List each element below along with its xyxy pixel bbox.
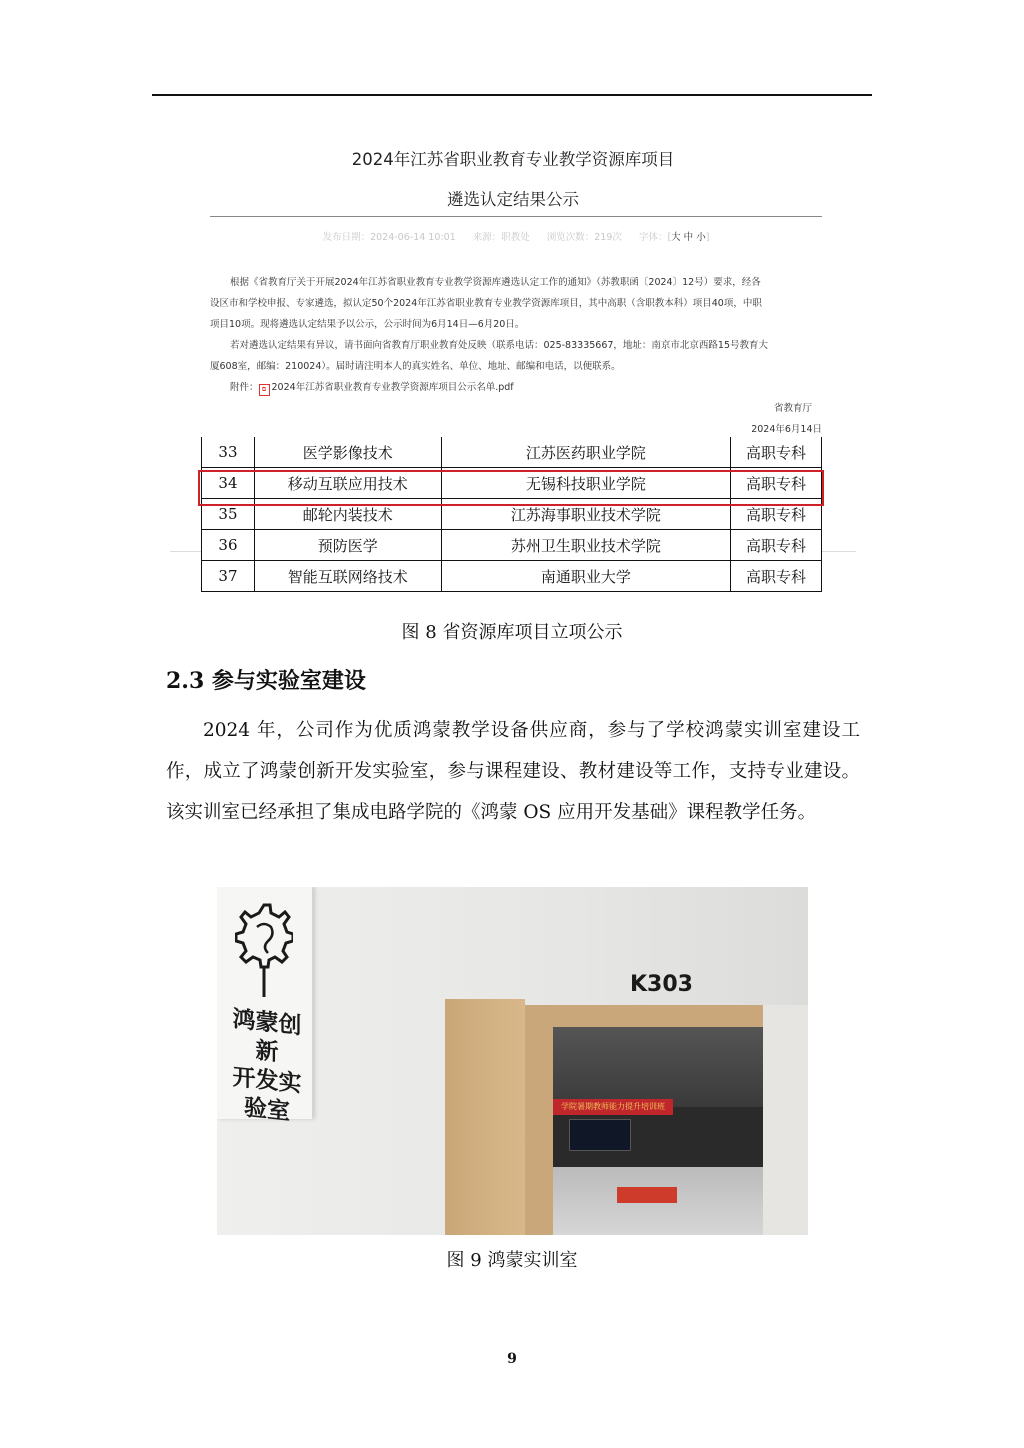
open-door xyxy=(445,999,525,1235)
table-cell: 37 xyxy=(202,561,255,592)
project-table xyxy=(201,437,822,592)
table-cell: 移动互联应用技术 xyxy=(254,468,441,499)
room-number: K303 xyxy=(630,972,693,997)
table-cell: 高职专科 xyxy=(731,437,822,468)
notice-source: 来源：职教处 xyxy=(472,232,530,243)
font-size-options[interactable]: 大 中 小 xyxy=(671,232,706,243)
equipment-boxes xyxy=(617,1187,677,1203)
notice-title-rule xyxy=(210,216,822,217)
font-size-control[interactable] xyxy=(639,232,709,243)
table-cell: 江苏医药职业学院 xyxy=(441,437,731,468)
table-cell: 邮轮内装技术 xyxy=(254,499,441,530)
table-row xyxy=(202,561,822,592)
notice-date: 发布日期：2024-06-14 10:01 xyxy=(322,232,456,243)
room-ceiling xyxy=(553,1027,763,1107)
table-cell: 医学影像技术 xyxy=(254,437,441,468)
figure-8-caption: 图 8 省资源库项目立项公示 xyxy=(401,622,623,643)
highlight-box xyxy=(198,470,824,506)
notice-body-line: 厦608室，邮编：210024）。届时请注明本人的真实姓名、单位、地址、邮编和电话，以便联系。 xyxy=(210,361,621,372)
page-number: 9 xyxy=(507,1351,517,1367)
notice-title-line1: 2024年江苏省职业教育专业教学资源库项目 xyxy=(351,150,675,169)
notice-body-line: 若对遴选认定结果有异议，请书面向省教育厅职业教育处反映（联系电话：025-83335667，地址：南京市北京西路15号教育大 xyxy=(230,340,769,351)
table-row xyxy=(202,530,822,561)
table-cell: 高职专科 xyxy=(731,468,822,499)
table-cell: 33 xyxy=(202,437,255,468)
section-heading: 2.3 参与实验室建设 xyxy=(166,668,366,694)
lab-sign xyxy=(217,887,313,1126)
notice-issue-date: 2024年6月14日 xyxy=(751,424,822,435)
training-banner: 学院暑期教师能力提升培训班 xyxy=(553,1099,673,1115)
sign-line-1: 鸿蒙创新 xyxy=(232,1006,302,1067)
table-cell: 35 xyxy=(202,499,255,530)
table-cell: 34 xyxy=(202,468,255,499)
lab-sign-text xyxy=(222,1004,312,1129)
notice-title-line2: 遴选认定结果公示 xyxy=(447,190,579,209)
figure-9-caption: 图 9 鸿蒙实训室 xyxy=(446,1250,578,1271)
table-cell: 36 xyxy=(202,530,255,561)
notice-body-line: 根据《省教育厅关于开展2024年江苏省职业教育专业教学资源库遴选认定工作的通知》（苏教职函〔2024〕12号）要求，经各 xyxy=(230,277,761,288)
table-cell: 苏州卫生职业技术学院 xyxy=(441,530,731,561)
notice-body-line: 设区市和学校申报、专家遴选，拟认定50个2024年江苏省职业教育专业教学资源库项目，其中高职（含职教本科）项目40项，中职 xyxy=(210,298,762,309)
notice-body-line: 项目10项。现将遴选认定结果予以公示，公示时间为6月14日—6月20日。 xyxy=(210,319,525,330)
font-label: 字体：[ xyxy=(638,232,672,243)
attachment-label: 附件： xyxy=(230,382,259,393)
notice-attachment xyxy=(230,378,830,397)
header-rule xyxy=(152,94,872,96)
display-screen xyxy=(569,1119,631,1151)
paragraph-text: 2024 年，公司作为优质鸿蒙教学设备供应商，参与了学校鸿蒙实训室建设工作，成立了鸿蒙创新开发实验室，参与课程建设、教材建设等工作，支持专业建设。该实训室已经承担了集成电路学院的《鸿蒙 OS 应用开发基础》课程教学任务。 xyxy=(166,720,860,823)
table-cell: 智能互联网络技术 xyxy=(254,561,441,592)
table-cell: 无锡科技职业学院 xyxy=(441,468,731,499)
pdf-icon: ⧉ xyxy=(259,384,270,396)
table-cell: 高职专科 xyxy=(731,530,822,561)
divider xyxy=(822,551,856,552)
body-paragraph xyxy=(166,710,860,833)
right-wall xyxy=(763,1005,808,1235)
table-cell: 高职专科 xyxy=(731,499,822,530)
table-cell: 南通职业大学 xyxy=(441,561,731,592)
notice-meta xyxy=(210,229,822,243)
table-cell: 江苏海事职业技术学院 xyxy=(441,499,731,530)
sign-line-2: 开发实验室 xyxy=(232,1064,302,1126)
attachment-link[interactable]: 2024年江苏省职业教育专业教学资源库项目公示名单.pdf xyxy=(271,382,514,393)
notice-issuer: 省教育厅 xyxy=(773,403,812,414)
table-cell: 高职专科 xyxy=(731,561,822,592)
divider xyxy=(170,551,201,552)
notice-views: 浏览次数：219次 xyxy=(546,232,622,243)
table-cell: 预防医学 xyxy=(254,530,441,561)
table-row xyxy=(202,437,822,468)
font-label-close: ] xyxy=(705,232,710,243)
gear-brain-icon xyxy=(235,897,293,1002)
lab-photo xyxy=(217,887,808,1235)
